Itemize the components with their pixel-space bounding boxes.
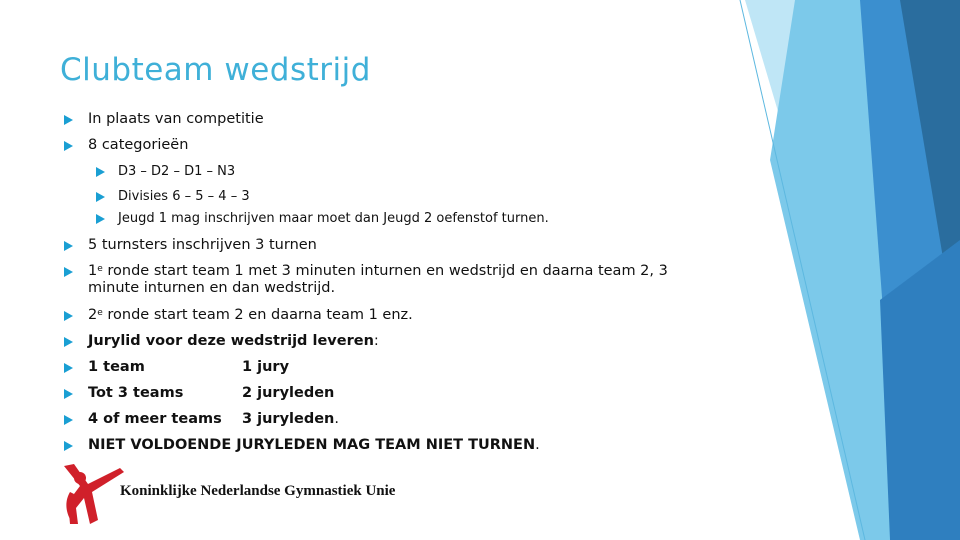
list-item-text: 4 of meer teams — [88, 411, 222, 427]
gymnast-figure-icon — [64, 464, 124, 524]
list-item — [88, 333, 379, 350]
list-item-text: 5 turnsters inschrijven 3 turnen — [88, 237, 317, 253]
list-item — [88, 137, 188, 154]
bullet-marker-icon — [64, 311, 73, 321]
ordinal-suffix: e — [97, 308, 103, 318]
bullet-marker-icon — [96, 214, 105, 224]
list-item-text: Tot 3 teams — [88, 385, 184, 401]
bullet-marker-icon — [64, 141, 73, 151]
list-item-text: 8 categorieën — [88, 137, 189, 153]
list-item-text: Divisies 6 – 5 – 4 – 3 — [118, 189, 250, 204]
ordinal-suffix: e — [97, 264, 103, 274]
list-item-text-continued: minute inturnen en dan wedstrijd. — [88, 280, 336, 296]
list-item-suffix: . — [535, 437, 540, 453]
list-item — [88, 263, 668, 297]
list-item-text: ronde start team 2 en daarna team 1 enz. — [102, 307, 413, 323]
list-item-text: 1 team — [88, 359, 145, 375]
bullet-marker-icon — [64, 337, 73, 347]
bullet-marker-icon — [96, 192, 105, 202]
bullet-marker-icon — [64, 441, 73, 451]
list-item — [88, 307, 413, 324]
list-item — [88, 359, 468, 376]
list-item — [118, 188, 250, 205]
bullet-marker-icon — [64, 363, 73, 373]
list-item-text: Jeugd 1 mag inschrijven maar moet dan Jeugd 2 oefenstof turnen. — [118, 211, 549, 226]
ordinal-number: 1 — [88, 263, 98, 279]
bullet-marker-icon — [96, 167, 105, 177]
bullet-marker-icon — [64, 115, 73, 125]
list-item — [118, 210, 549, 227]
list-item-text: In plaats van competitie — [88, 111, 264, 127]
bullet-marker-icon — [64, 415, 73, 425]
list-item-text: NIET VOLDOENDE JURYLEDEN MAG TEAM NIET TURNEN — [88, 437, 536, 453]
bullet-marker-icon — [64, 241, 73, 251]
list-item — [88, 111, 264, 128]
list-item — [88, 437, 540, 454]
bullet-marker-icon — [64, 267, 73, 277]
list-item — [88, 411, 468, 428]
list-item-text: ronde start team 1 met 3 minuten inturnen en wedstrijd en daarna team 2, 3 — [102, 263, 668, 279]
list-item-suffix: . — [334, 411, 339, 427]
list-item-text: D3 – D2 – D1 – N3 — [118, 164, 236, 179]
list-item-value: 3 juryleden — [242, 411, 335, 427]
list-item — [88, 237, 317, 254]
list-item-suffix: : — [373, 333, 379, 349]
list-item-value: 1 jury — [242, 359, 290, 375]
logo-text: Koninklijke Nederlandse Gymnastiek Unie — [120, 483, 396, 499]
slide-title: Clubteam wedstrijd — [60, 52, 371, 88]
list-item — [88, 385, 468, 402]
list-item-value: 2 juryleden — [242, 385, 335, 401]
list-item — [118, 163, 235, 180]
ordinal-number: 2 — [88, 307, 98, 323]
bullet-marker-icon — [64, 389, 73, 399]
list-item-text: Jurylid voor deze wedstrijd leveren — [88, 333, 374, 349]
